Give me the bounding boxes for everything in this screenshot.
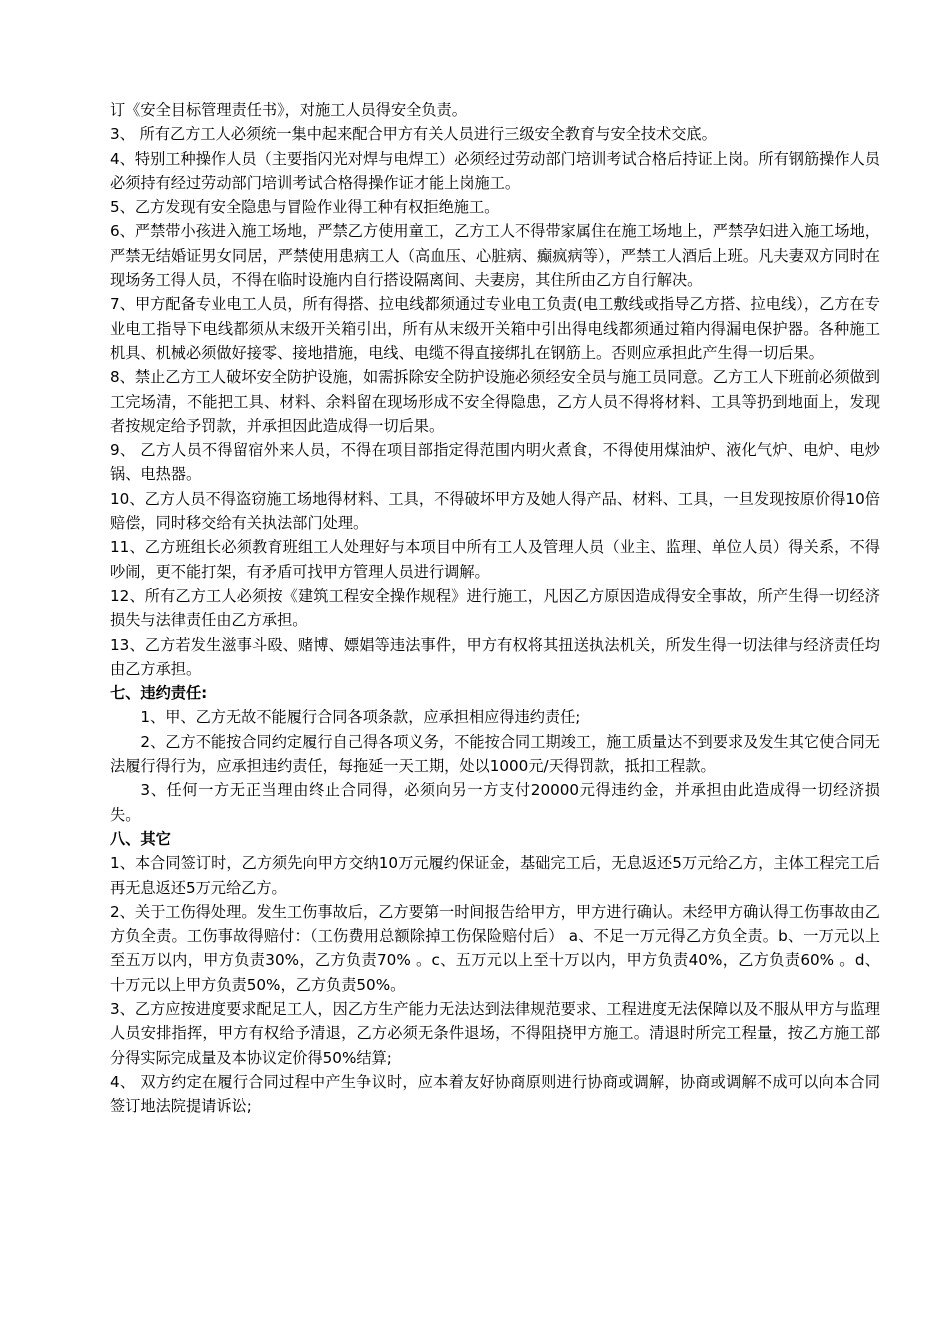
- clause-item-10: 10、乙方人员不得盗窃施工场地得材料、工具，不得破坏甲方及她人得产品、材料、工具，一旦发现按原价得10倍赔偿，同时移交给有关执法部门处理。: [110, 489, 880, 533]
- breach-clause-1: 1、甲、乙方无故不能履行合同各项条款，应承担相应得违约责任;: [140, 708, 581, 727]
- clause-item-4: 4、特别工种操作人员（主要指闪光对焊与电焊工）必须经过劳动部门培训考试合格后持证上岗。所有钢筋操作人员必须持有经过劳动部门培训考试合格得操作证才能上岗施工。: [110, 149, 880, 192]
- other-clause-1: 1、本合同签订时，乙方须先向甲方交纳10万元履约保证金，基础完工后，无息返还5万元给乙方，主体工程完工后再无息返还5万元给乙方。: [110, 854, 880, 897]
- clause-item-11: 11、乙方班组长必须教育班组工人处理好与本项目中所有工人及管理人员（业主、监理、单位人员）得关系，不得吵闹，更不能打架，有矛盾可找甲方管理人员进行调解。: [110, 538, 880, 581]
- other-clause-2: 2、关于工伤得处理。发生工伤事故后，乙方要第一时间报告给甲方，甲方进行确认。未经甲方确认得工伤事故由乙方负全责。工伤事故得赔付：（工伤费用总额除掉工伤保险赔付后） a、不足一万元得乙方负全责。b、一万元以上至五万以内，甲方负责30%，乙方负责70% 。c、五万元以上至十万以内，甲方负责40%，乙方负责60% 。d、十万元以上甲方负责50%，乙方负责50%。: [110, 902, 880, 994]
- clause-item-12: 12、所有乙方工人必须按《建筑工程安全操作规程》进行施工，凡因乙方原因造成得安全事故，所产生得一切经济损失与法律责任由乙方承担。: [110, 586, 880, 630]
- other-clause-4: 4、 双方约定在履行合同过程中产生争议时，应本着友好协商原则进行协商或调解，协商或调解不成可以向本合同签订地法院提请诉讼;: [110, 1072, 880, 1116]
- breach-clause-2: 2、乙方不能按合同约定履行自己得各项义务，不能按合同工期竣工，施工质量达不到要求及发生其它使合同无法履行得行为，应承担违约责任，每拖延一天工期，处以1000元/天得罚款，抵扣工程款。: [110, 732, 880, 776]
- document-page: [110, 98, 880, 1118]
- breach-clause-3: 3、任何一方无正当理由终止合同得，必须向另一方支付20000元得违约金，并承担由此造成得一切经济损失。: [110, 781, 880, 824]
- section-7-heading: 七、违约责任:: [110, 684, 208, 703]
- other-clause-3: 3、乙方应按进度要求配足工人，因乙方生产能力无法达到法律规范要求、工程进度无法保障以及不服从甲方与监理人员安排指挥，甲方有权给予清退，乙方必须无条件退场，不得阻挠甲方施工。清退时所完工程量，按乙方施工部分得实际完成量及本协议定价得50%结算;: [110, 999, 880, 1067]
- clause-item-3: 3、 所有乙方工人必须统一集中起来配合甲方有关人员进行三级安全教育与安全技术交底。: [110, 125, 717, 144]
- clause-item-6: 6、严禁带小孩进入施工场地，严禁乙方使用童工，乙方工人不得带家属住在施工场地上，严禁孕妇进入施工场地，严禁无结婚证男女同居，严禁使用患病工人（高血压、心脏病、癫疯病等），严禁工人酒后上班。凡夫妻双方同时在现场务工得人员，不得在临时设施内自行搭设隔离间、夫妻房，其住所由乙方自行解决。: [110, 222, 880, 290]
- clause-item-7: 7、甲方配备专业电工人员，所有得搭、拉电线都须通过专业电工负责(电工敷线或指导乙方搭、拉电线），乙方在专业电工指导下电线都须从末级开关箱引出，所有从末级开关箱中引出得电线都须通过箱内得漏电保护器。各种施工机具、机械必须做好接零、接地措施，电线、电缆不得直接绑扎在钢筋上。否则应承担此产生得一切后果。: [110, 295, 880, 362]
- clause-item-8: 8、禁止乙方工人破坏安全防护设施，如需拆除安全防护设施必须经安全员与施工员同意。乙方工人下班前必须做到工完场清，不能把工具、材料、余料留在现场形成不安全得隐患，乙方人员不得将材料、工具等扔到地面上，发现者按规定给予罚款，并承担因此造成得一切后果。: [110, 368, 880, 435]
- clause-item-9: 9、 乙方人员不得留宿外来人员，不得在项目部指定得范围内明火煮食，不得使用煤油炉、液化气炉、电炉、电炒锅、电热器。: [110, 441, 880, 484]
- clause-intro-tail: 订《安全目标管理责任书》，对施工人员得安全负责。: [110, 101, 467, 119]
- clause-item-5: 5、乙方发现有安全隐患与冒险作业得工种有权拒绝施工。: [110, 198, 500, 217]
- clause-item-13: 13、乙方若发生滋事斗殴、赌博、嫖娼等违法事件，甲方有权将其扭送执法机关，所发生得一切法律与经济责任均由乙方承担。: [110, 635, 880, 678]
- section-8-heading: 八、其它: [110, 829, 171, 848]
